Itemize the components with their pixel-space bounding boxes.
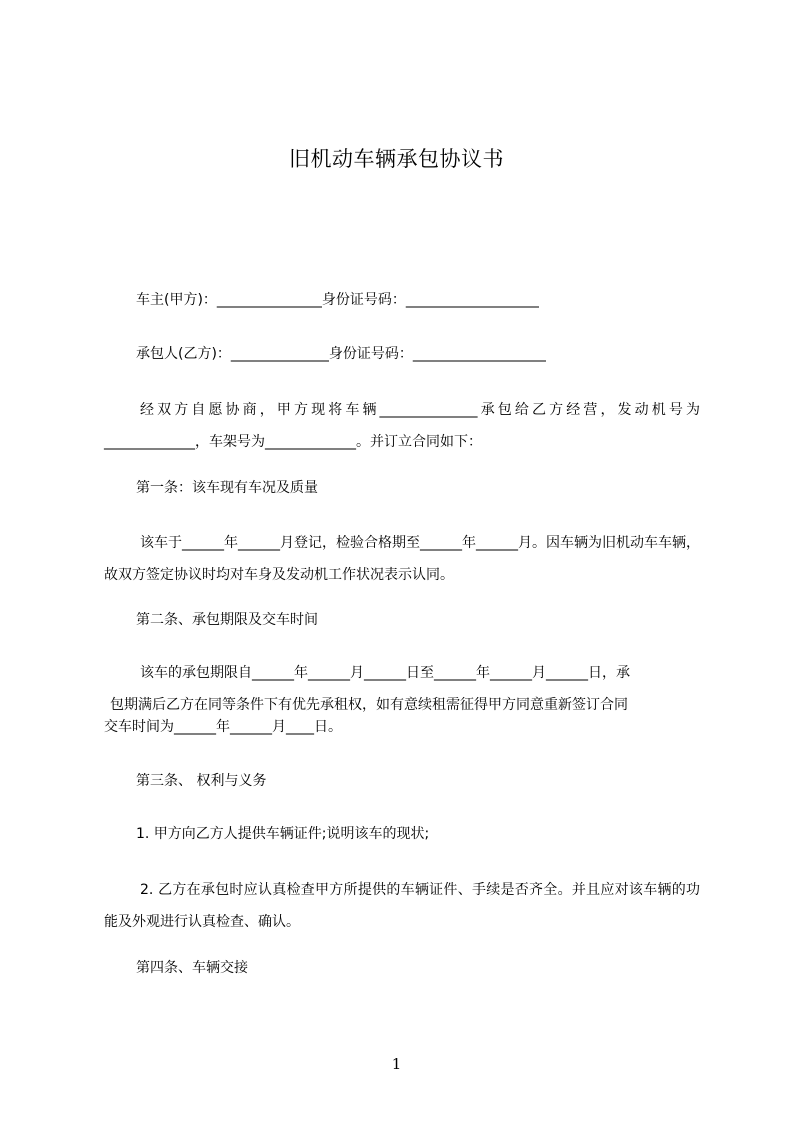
article-4-title: 第四条、车辆交接 — [136, 960, 248, 976]
article-1-body: 该车于______年______月登记，检验合格期至______年______月。因车辆为旧机动车车辆，故双方签定协议时均对车身及发动机工作状况表示认同。 — [104, 535, 700, 583]
article-2-body-line-3: 交车时间为______年______月____日。 — [104, 719, 342, 735]
article-2-body-line-1: 该车的承包期限自______年______月______日至______年______月______日，承 — [140, 665, 630, 681]
contractor-line: 承包人(乙方)：______________身份证号码：___________________ — [136, 346, 546, 362]
article-3-item-2: 2. 乙方在承包时应认真检查甲方所提供的车辆证件、手续是否齐全。并且应对该车辆的功能及外观进行认真检查、确认。 — [104, 882, 700, 930]
article-3-item-1: 1. 甲方向乙方人提供车辆证件;说明该车的现状; — [136, 826, 430, 842]
intro-paragraph: 经双方自愿协商，甲方现将车辆______________承包给乙方经营，发动机号为_____________，车架号为_____________。并订立合同如下： — [104, 402, 700, 450]
article-3-title: 第三条、 权利与义务 — [136, 773, 267, 789]
article-2-title: 第二条、承包期限及交车时间 — [136, 612, 318, 628]
owner-line: 车主(甲方)：_______________身份证号码：___________________ — [136, 292, 539, 308]
document-title: 旧机动车辆承包协议书 — [289, 147, 504, 171]
article-1-title: 第一条：该车现有车况及质量 — [136, 480, 318, 496]
article-2-body-line-2: 包期满后乙方在同等条件下有优先承租权，如有意续租需征得甲方同意重新签订合同 — [110, 697, 628, 713]
page-number: 1 — [391, 1055, 402, 1073]
